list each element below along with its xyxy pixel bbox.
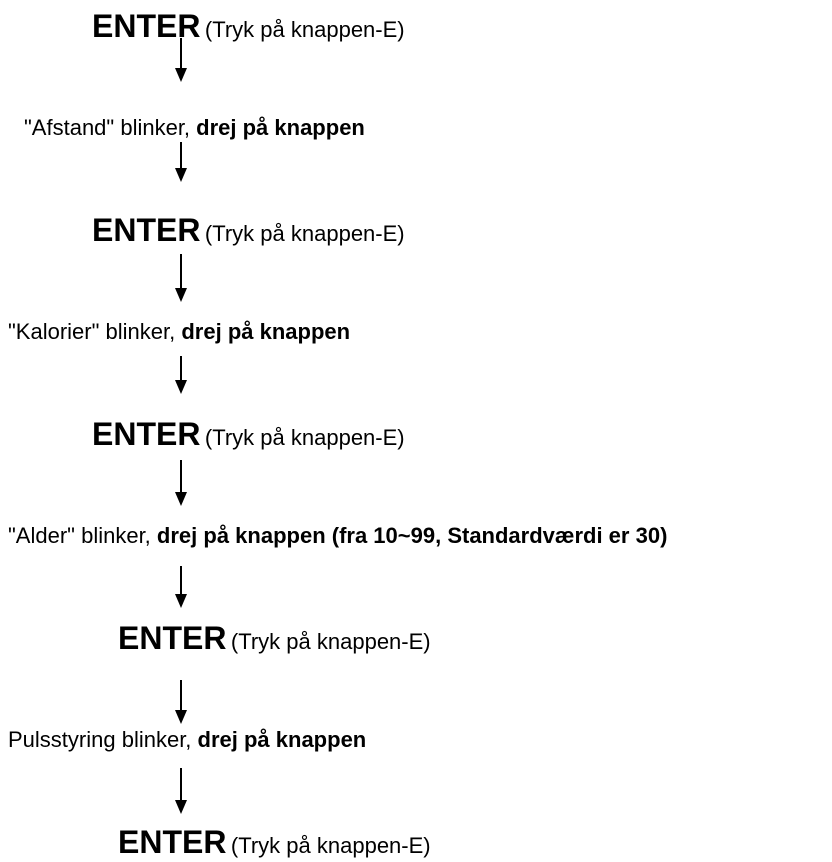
enter-step-1 bbox=[92, 10, 405, 42]
afstand-step bbox=[24, 117, 365, 139]
enter-hint: (Tryk på knappen-E) bbox=[204, 425, 405, 450]
down-arrow-icon bbox=[175, 254, 187, 302]
step-text: "Kalorier" blinker, bbox=[8, 319, 182, 344]
pulsstyring-step bbox=[8, 729, 366, 751]
step-action: drej på knappen (fra 10~99, Standardværdi er 30) bbox=[156, 523, 668, 548]
enter-step-4 bbox=[118, 622, 431, 654]
enter-hint: (Tryk på knappen-E) bbox=[204, 221, 405, 246]
enter-hint: (Tryk på knappen-E) bbox=[230, 629, 431, 654]
down-arrow-icon bbox=[175, 142, 187, 182]
step-action: drej på knappen bbox=[196, 115, 365, 140]
step-text: "Alder" blinker, bbox=[8, 523, 157, 548]
down-arrow-icon bbox=[175, 768, 187, 814]
enter-key-label: ENTER bbox=[92, 416, 201, 452]
enter-hint: (Tryk på knappen-E) bbox=[204, 17, 405, 42]
kalorier-step bbox=[8, 321, 350, 343]
enter-key-label: ENTER bbox=[118, 620, 227, 656]
down-arrow-icon bbox=[175, 460, 187, 506]
enter-step-5 bbox=[118, 826, 431, 858]
down-arrow-icon bbox=[175, 680, 187, 724]
enter-key-label: ENTER bbox=[92, 8, 201, 44]
enter-step-2 bbox=[92, 214, 405, 246]
enter-key-label: ENTER bbox=[92, 212, 201, 248]
down-arrow-icon bbox=[175, 566, 187, 608]
step-action: drej på knappen bbox=[197, 727, 367, 752]
enter-hint: (Tryk på knappen-E) bbox=[230, 833, 431, 858]
down-arrow-icon bbox=[175, 356, 187, 394]
step-text: "Afstand" blinker, bbox=[24, 115, 197, 140]
down-arrow-icon bbox=[175, 38, 187, 82]
alder-step bbox=[8, 525, 667, 547]
enter-step-3 bbox=[92, 418, 405, 450]
step-action: drej på knappen bbox=[181, 319, 351, 344]
step-text: Pulsstyring blinker, bbox=[8, 727, 198, 752]
enter-key-label: ENTER bbox=[118, 824, 227, 860]
